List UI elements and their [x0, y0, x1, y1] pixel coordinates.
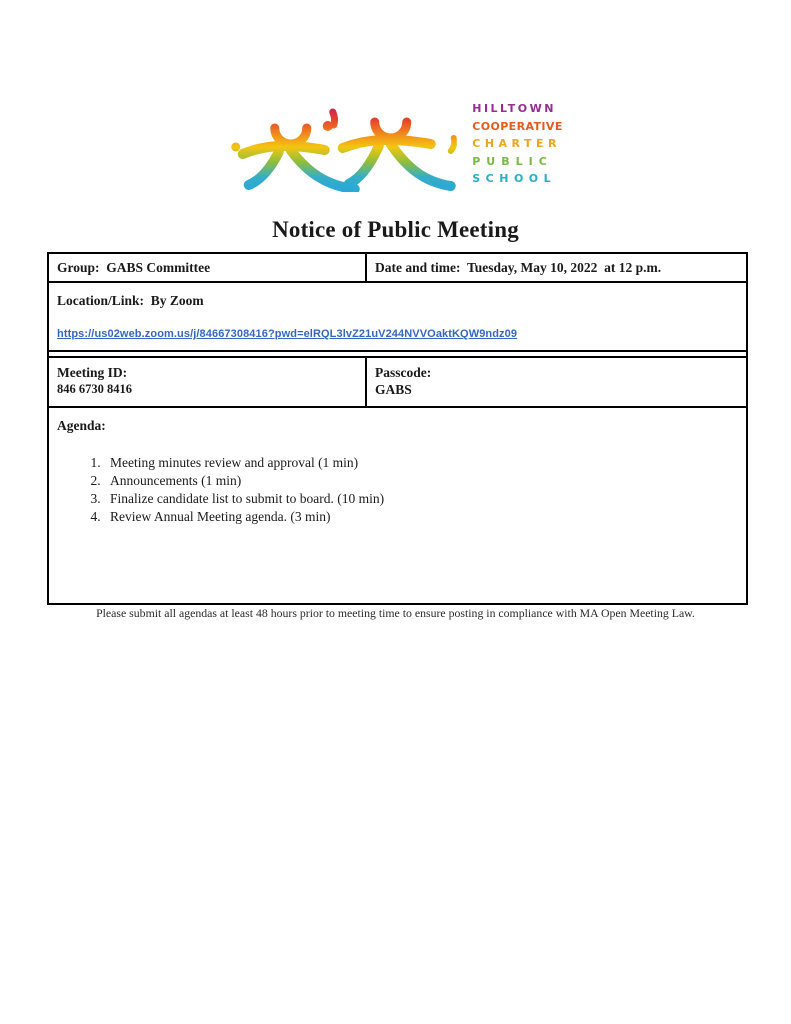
location-value: By Zoom [150, 293, 204, 308]
school-name [472, 100, 563, 188]
group-value: GABS Committee [106, 260, 211, 275]
datetime-label: Date and time: [375, 260, 461, 275]
agenda-item: 1. Meeting minutes review and approval (1 min) [104, 454, 738, 471]
location-label: Location/Link: [57, 293, 145, 308]
agenda-item: 4. Review Annual Meeting agenda. (3 min) [104, 508, 738, 525]
passcode-cell [366, 357, 747, 407]
datetime-cell [366, 253, 747, 282]
meeting-id-value: 846 6730 8416 [57, 382, 132, 396]
group-label: Group: [57, 260, 100, 275]
agenda-cell [48, 407, 747, 604]
passcode-label: Passcode: [375, 365, 432, 380]
agenda-label: Agenda: [57, 418, 106, 433]
school-logo [228, 92, 563, 192]
table-row [48, 282, 747, 351]
table-row [48, 407, 747, 604]
meeting-id-cell [48, 357, 366, 407]
school-name-line-public: PUBLIC [472, 154, 553, 168]
agenda-item: 2. Announcements (1 min) [104, 472, 738, 489]
group-cell [48, 253, 366, 282]
zoom-meeting-link[interactable]: https://us02web.zoom.us/j/84667308416?pwd=elRQL3lvZ21uV244NVVOaktKQW9ndz09 [57, 328, 518, 340]
passcode-value: GABS [375, 382, 412, 397]
agenda-item: 3. Finalize candidate list to submit to board. (10 min) [104, 490, 738, 507]
meeting-id-label: Meeting ID: [57, 365, 128, 380]
page-title: Notice of Public Meeting [272, 217, 519, 242]
school-name-line-cooperative: COOPERATIVE [472, 119, 563, 133]
school-name-line-hilltown: HILLTOWN [472, 102, 556, 115]
school-name-line-charter: CHARTER [472, 137, 562, 150]
agenda-list [57, 454, 738, 525]
table-row [48, 357, 747, 407]
location-cell [48, 282, 747, 351]
meeting-details-table [47, 252, 748, 605]
table-row [48, 253, 747, 282]
open-meeting-law-note: Please submit all agendas at least 48 hours prior to meeting time to ensure posting in compliance with MA Open Meeting Law. [96, 606, 695, 620]
school-name-line-school: SCHOOL [472, 172, 557, 185]
dancing-figures-icon [228, 92, 456, 192]
datetime-value: Tuesday, May 10, 2022 at 12 p.m. [467, 260, 662, 275]
